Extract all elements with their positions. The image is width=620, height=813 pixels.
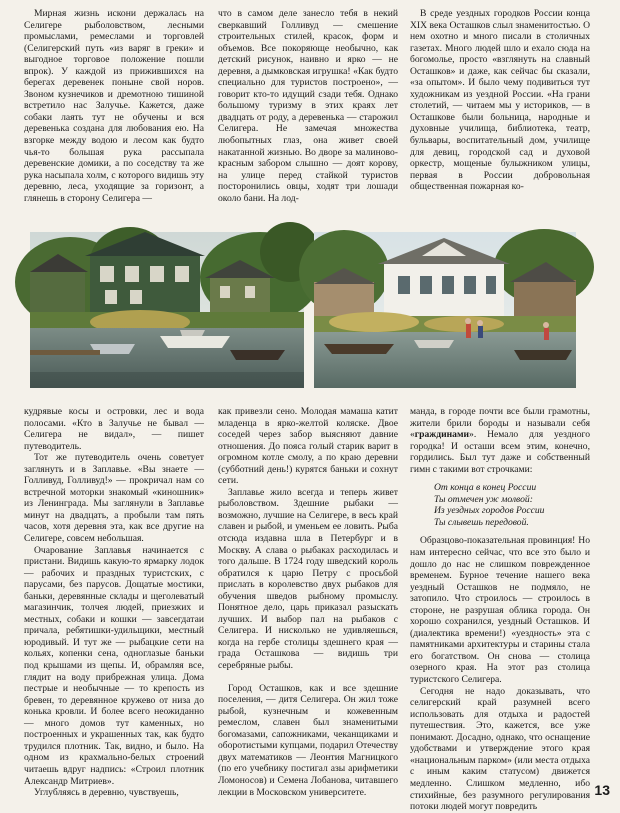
top-column-1: [24, 8, 204, 220]
village-photo-zaluchye: [30, 232, 304, 388]
paragraph: Сегодня не надо доказывать, что селигерский край разумней всего использовать для отдыха и радостей путешествия. Это, кажется, все уже понимают. Досадно, однако, что оснащение удобствами и утверждение этого края «национальным парком» (или места отдыха с иным каким статусом) движется медленно. Слишком медленно, ибо стихийные, без разумного регулирования потоки людей могут повредить: [410, 685, 590, 813]
bold-word: граждинами: [414, 429, 470, 441]
paragraph: как привезли сено. Молодая мамаша катит младенца в ярко-желтой коляске. Двое соседей через забор выясняют давние отношения. До пояса голый старик варит в огромном котле смолу, а по краю деревни (субботний день!) курятся баньки и сохнут сети.: [218, 406, 398, 487]
paragraph-text: манда, в городе почти все были грамотны, жители брили бороды и называли себя: [410, 406, 590, 429]
verse-line: Ты отмечен уж молвой:: [434, 493, 533, 505]
paragraph: манда, в городе почти все были грамотны, жители брили бороды и называли себя «граждинами». Немало для уездного городка! И осташи всем этим, конечно, гордились. Был тут даже и собственный гимн с такими вот строчками:: [410, 406, 590, 475]
top-column-3: [410, 8, 590, 220]
anthem-verse: [410, 482, 590, 528]
paragraph: кудрявые косы и островки, лес и вода полосами. «Кто в Залучье не бывал — Селигера не видал», — пишет путеводитель.: [24, 406, 204, 452]
verse-line: От конца в конец России: [434, 482, 537, 494]
bottom-column-3: [410, 406, 590, 813]
page-number: 13: [594, 782, 610, 798]
top-column-2: [218, 8, 398, 220]
paragraph: Очарование Заплавья начинается с пристани. Видишь какую-то ярмарку лодок — рабочих и праздных туристских, с парусами, без парусов. Дощатые мостики, баньки, деревянные склады и щеголеватый магазинчик, толчея людей, приезжих и местных, собаки и кошки — завсегдатаи причала, ребятишки-удильщики, местный юродивый. И тут же — рыбацкие сети на кольях, копенки сена, одноглазые баньки под крышами из щепы. И, обрамляя все, глядит на воду прибрежная улица. Дома пестрые и необычные — то крепость из бревен, то деревянное кружево от низа до конька кровли. И более всего неожиданно — много домов тут каменных, но построенных и украшенных так, как будто трудился плотник. Так, видно, и было. На одном из крахмально-белых строений читаешь вдруг надпись: «Строил плотник Александр Митриев».: [24, 544, 204, 787]
bottom-column-1: [24, 406, 204, 799]
paragraph: Образцово-показательная провинция! Но нам интересно сейчас, что все это было и дошло до нас не слишком поврежденное временем. Бурное течение нашего века уездный Осташков не подмяло, не затопило. Что строилось — строилось в стороне, не разрушая облика города. Он хорошо сохранился, уездный Осташков. И (диалектика времени!) «уездность» эта с памятниками архитектуры и старины стала его богатством. Он снова — столица озерного края. На этот раз столица туристского Селигера.: [410, 535, 590, 686]
paragraph: что в самом деле занесло тебя в некий сверкавший Голливуд — смешение строительных стилей, красок, форм и объемов. Все покоряюще необычно, как детский рисунок, наивно и ярко — не деревня, а дымковская игрушка! «Как будто специально для туристов построено», — говорит кто-то идущий сзади тебя. Однако большому туризму в этих краях лет двадцать от роду, а деревенька — старожил Селигера. Не замечая множества любопытных глаз, она живет своей накатанной жизнью. Во дворе за малиново-красным забором слышно — доят корову, на улице перед стайкой туристов посторонились овцы, ходят три лошади около бани. На лод-: [218, 8, 398, 204]
paragraph: Город Осташков, как и все здешние поселения, — дитя Селигера. Он жил тоже рыбой, кузнечным и кожевенным ремеслом, славен был знаменитыми богомазами, сапожниками, чеканщиками и оборотистыми купцами, подарил Отечеству двух математиков — Леонтия Магницкого (по его учебнику постигал азы арифметики Ломоносов) и Семена Лобанова, читавшего лекции в Московском университете.: [218, 682, 398, 798]
paragraph: Углубляясь в деревню, чувствуешь,: [34, 787, 179, 799]
verse-line: Ты слывешь передовой.: [434, 516, 529, 528]
paragraph: Тот же путеводитель очень советует заглянуть и в Заплавье. «Вы знаете — Голливуд, Голливуд!» — прокричал нам со встречной моторки знакомый «киношник» из Ленинграда. Мы заглянули в Заплавье минут на двадцать, а пробыли там пять часов, хотя деревня эта, как все другие на Селигере, совсем небольшая.: [24, 452, 204, 545]
bottom-column-2: [218, 406, 398, 798]
paragraph: Заплавье жило всегда и теперь живет рыболовством. Здешние рыбаки — возможно, лучшие на Селигере, в весь край славен и рыбой, и уменьем ее ловить. Рыба отсюда издавна шла в Петербург и в Москву. А слава о рыбаках расходилась и того дальше. В 1724 году шведский король обратился к царю Петру с просьбой прислать в королевство двух рыбаков для обучения шведов рыбному промыслу. Понятное дело, царь приказал разыскать лучших. И выбор пал на рыбаков с Селигера. И нисколько не удивляешься, когда на гербе столицы здешнего края — града Осташкова — видишь три серебряные рыбы.: [218, 486, 398, 672]
verse-line: Из уездных городов России: [434, 505, 545, 517]
village-photo-zaplavye: [314, 232, 576, 388]
paragraph: Мирная жизнь искони держалась на Селигере рыболовством, лесными промыслами, ремеслами и торговлей (Селигерский путь «из варяг в греки» и выгодное торговое положение пошли впрок). У каждой из прижившихся на берегах деревенек поныне свой норов. Звоном кузнечиков и дремотною тишиной встретило нас Залучье. Кажется, даже собаки лаять тут не обучены и вся деревенька создана для любования ею. На взгорке между водою и лесом как будто чья-то большая рука рассыпала деревенские домики, а по соседству та же рука насыпала холм, с которого видишь эту деревню, леса, уходящие за горизонт, а глянешь в сторону Селигера —: [24, 8, 204, 204]
paragraph: В среде уездных городков России конца XIX века Осташков слыл знаменитостью. О нем охотно и много писали в столичных газетах. Много людей шло и ехало сюда на богомолье, просто «взглянуть на славный Осташков» и даже, как сейчас бы сказали, «за опытом». И было чему подивиться тут художникам из уездной России. «На грани столетий, — читаем мы у историков, — в Осташкове были больница, народные и духовные училища, библиотека, театр, бульвары, воспитательный дом, училище для девиц, городской сад и духовой оркестр, мощеные булыжником улицы, первая в России добровольная общественная пожарная ко-: [410, 8, 590, 193]
paragraph-text: ». Немало для уездного городка! И осташи всем этим, конечно, гордились. Был тут даже и собственный гимн с такими вот строчками:: [410, 429, 590, 475]
